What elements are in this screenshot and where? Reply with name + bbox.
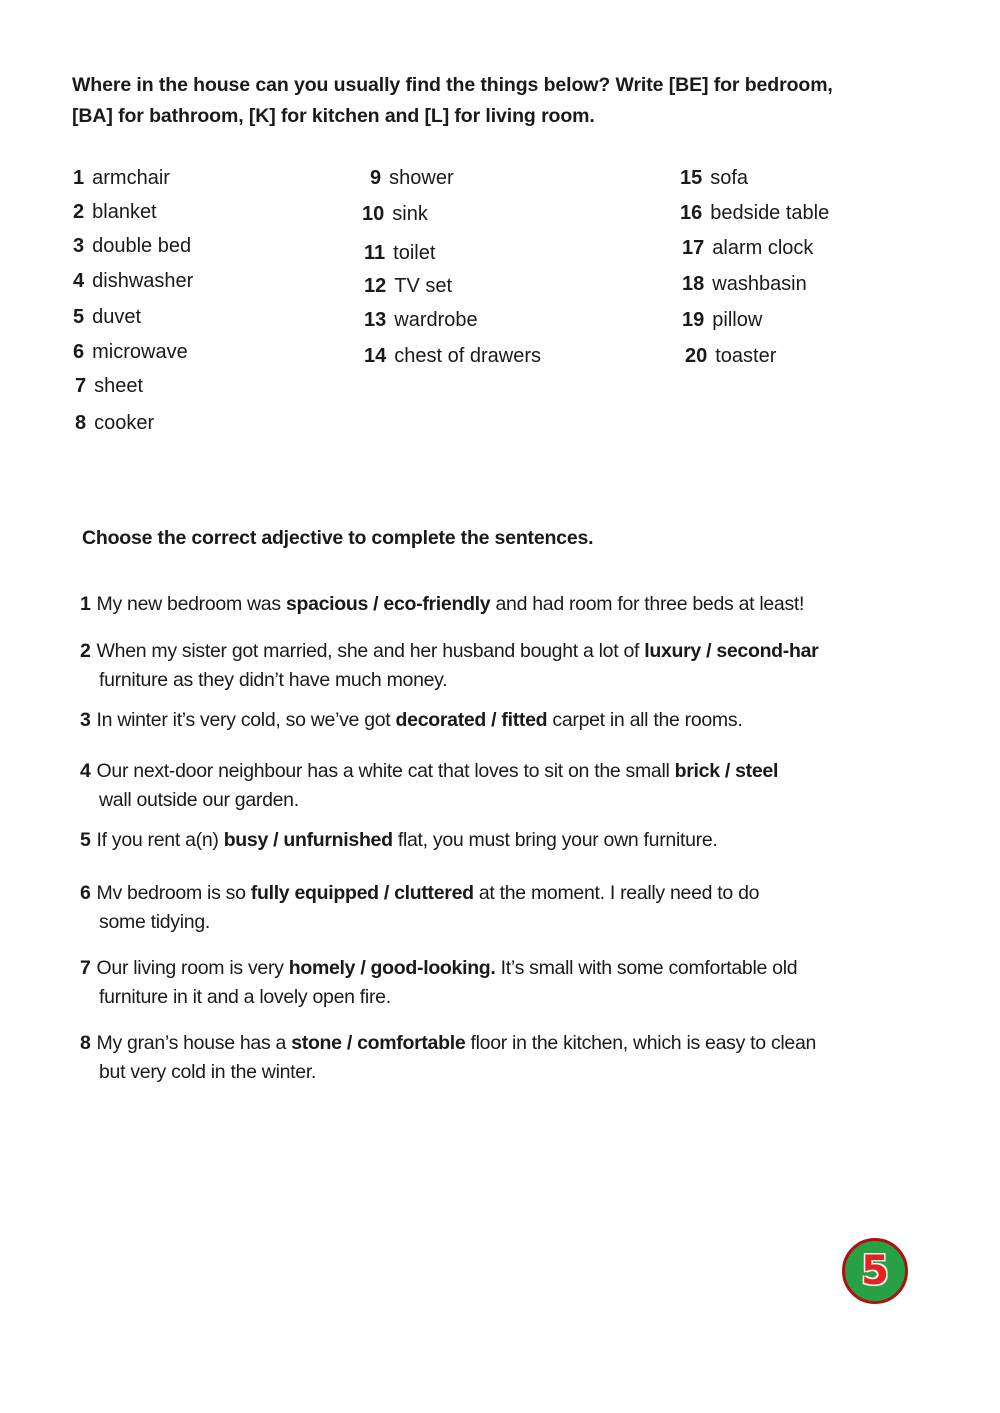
item-word: chest of drawers (394, 345, 541, 367)
sentence-number: 3 (80, 709, 91, 731)
item-word: shower (389, 167, 454, 189)
exercise2-instruction: Choose the correct adjective to complete the sentences. (82, 527, 594, 549)
sentence-line-2: furniture as they didn’t have much money. (99, 668, 448, 691)
vocab-item (364, 344, 541, 368)
sentence-number: 5 (80, 829, 91, 851)
sentence-item (80, 1029, 940, 1086)
sentence-text-before: Our living room is very (96, 957, 289, 979)
item-number: 5 (73, 306, 85, 328)
vocab-item (73, 234, 191, 258)
vocab-item (75, 374, 143, 398)
sentence-text-after: and had room for three beds at least! (490, 593, 805, 615)
sentence-item (80, 879, 940, 936)
instruction-line-2: [BA] for bathroom, [K] for kitchen and [L] for living room. (72, 105, 595, 127)
page-number-badge (842, 1238, 908, 1304)
vocab-item (370, 166, 454, 190)
item-number: 13 (364, 309, 387, 331)
vocab-item (680, 201, 829, 225)
vocab-item (73, 200, 157, 224)
item-number: 4 (73, 270, 85, 292)
sentence-number: 6 (80, 882, 91, 904)
sentence-options: brick / steel (674, 760, 779, 782)
sentence-options: busy / unfurnished (223, 829, 393, 851)
item-number: 15 (680, 167, 703, 189)
item-word: sink (392, 203, 428, 225)
item-number: 10 (362, 203, 385, 225)
sentence-text-after: at the moment. I really need to do (473, 882, 760, 904)
sentence-number: 4 (80, 760, 91, 782)
sentence-options: stone / comfortable (291, 1032, 466, 1054)
item-number: 7 (75, 375, 87, 397)
instruction-line-1: Where in the house can you usually find the things below? Write [BE] for bedroom, (72, 74, 833, 96)
item-number: 17 (682, 237, 705, 259)
sentence-text-before: In winter it’s very cold, so we’ve got (96, 709, 396, 731)
item-word: microwave (92, 341, 188, 363)
item-number: 6 (73, 341, 85, 363)
item-number: 8 (75, 412, 87, 434)
sentence-options: decorated / fitted (395, 709, 548, 731)
vocab-item (364, 274, 452, 298)
item-word: sofa (710, 167, 749, 189)
sentence-text-before: If you rent a(n) (96, 829, 224, 851)
item-word: duvet (92, 306, 142, 328)
sentence-number: 2 (80, 640, 91, 662)
sentence-text-before: My gran’s house has a (96, 1032, 292, 1054)
item-number: 1 (73, 167, 85, 189)
vocab-item (682, 308, 762, 332)
sentence-text-after: flat, you must bring your own furniture. (392, 829, 718, 851)
item-number: 16 (680, 202, 703, 224)
vocab-item (685, 344, 776, 368)
item-word: sheet (94, 375, 144, 397)
sentence-number: 7 (80, 957, 91, 979)
vocab-item (73, 166, 170, 190)
page-number: 5 (861, 1248, 889, 1294)
item-number: 9 (370, 167, 382, 189)
vocab-item (682, 236, 813, 260)
exercise1-instruction (72, 70, 952, 132)
sentence-text-before: Our next-door neighbour has a white cat that loves to sit on the small (96, 760, 675, 782)
sentence-line-2: some tidying. (99, 910, 210, 933)
sentence-text-after: carpet in all the rooms. (547, 709, 743, 731)
sentence-item (80, 757, 940, 814)
vocab-item (73, 305, 141, 329)
item-number: 3 (73, 235, 85, 257)
item-word: blanket (92, 201, 157, 223)
sentence-number: 8 (80, 1032, 91, 1054)
item-number: 19 (682, 309, 705, 331)
sentence-text-after: It’s small with some comfortable old (495, 957, 798, 979)
sentence-item (80, 637, 940, 694)
item-number: 12 (364, 275, 387, 297)
sentence-line-2: wall outside our garden. (99, 788, 299, 811)
sentence-text-before: My new bedroom was (96, 593, 286, 615)
vocab-item (362, 202, 428, 226)
sentence-options: spacious / eco-friendly (285, 593, 491, 615)
vocab-item (364, 241, 435, 265)
item-number: 20 (685, 345, 708, 367)
sentence-text-after: floor in the kitchen, which is easy to clean (465, 1032, 817, 1054)
vocab-item (73, 269, 193, 293)
item-word: pillow (712, 309, 763, 331)
sentence-item (80, 590, 940, 619)
item-word: armchair (92, 167, 170, 189)
vocab-item (73, 340, 188, 364)
item-word: washbasin (712, 273, 807, 295)
item-word: toaster (715, 345, 777, 367)
vocab-item (75, 411, 154, 435)
sentence-options: fully equipped / cluttered (250, 882, 474, 904)
sentence-line-2: furniture in it and a lovely open fire. (99, 985, 391, 1008)
sentence-text-before: When my sister got married, she and her husband bought a lot of (96, 640, 645, 662)
sentence-item (80, 954, 940, 1011)
sentence-item (80, 706, 940, 735)
item-number: 18 (682, 273, 705, 295)
vocab-item (680, 166, 748, 190)
item-word: dishwasher (92, 270, 194, 292)
item-word: double bed (92, 235, 192, 257)
sentence-options: homely / good-looking. (288, 957, 496, 979)
sentence-item (80, 826, 940, 855)
sentence-number: 1 (80, 593, 91, 615)
vocab-item (364, 308, 478, 332)
item-word: cooker (94, 412, 155, 434)
item-word: wardrobe (394, 309, 478, 331)
sentence-options: luxury / second-har (644, 640, 819, 662)
vocab-item (682, 272, 807, 296)
item-word: toilet (393, 242, 436, 264)
item-word: TV set (394, 275, 453, 297)
item-number: 14 (364, 345, 387, 367)
sentence-line-2: but very cold in the winter. (99, 1060, 317, 1083)
item-word: bedside table (710, 202, 830, 224)
sentence-text-before: Mv bedroom is so (96, 882, 251, 904)
item-word: alarm clock (712, 237, 814, 259)
item-number: 11 (364, 242, 386, 264)
item-number: 2 (73, 201, 85, 223)
